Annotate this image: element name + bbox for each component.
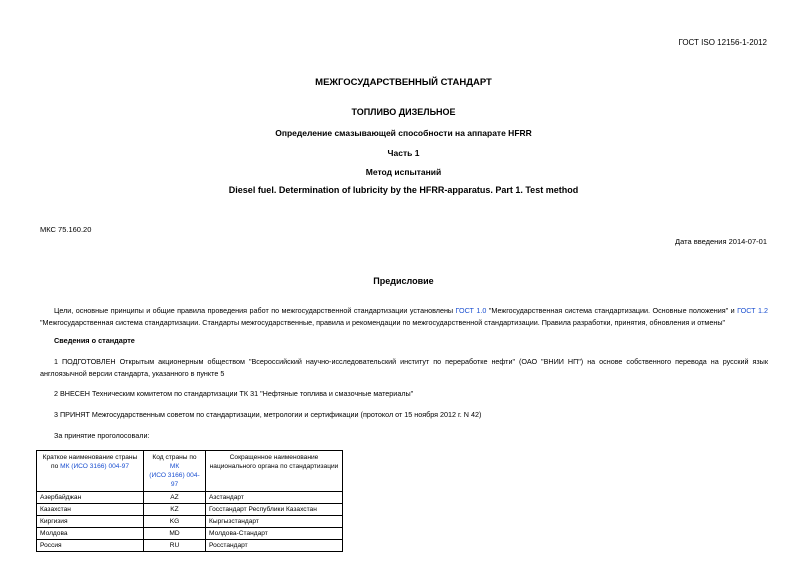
gost-1-2-link[interactable]: ГОСТ 1.2	[737, 306, 768, 315]
mk-iso-link[interactable]: МК (ИСО 3166) 004-97	[60, 463, 129, 470]
table-row: Россия RU Росстандарт	[37, 540, 343, 552]
table-row: Казахстан KZ Госстандарт Республики Казахстан	[37, 504, 343, 516]
document-subtitle: Определение смазывающей способности на аппарате HFRR	[275, 128, 532, 138]
adopted-paragraph: 3 ПРИНЯТ Межгосударственным советом по стандартизации, метрологии и сертификации (протокол от 15 ноября 2012 г. N 42)	[54, 410, 482, 419]
voted-label: За принятие проголосовали:	[54, 431, 150, 440]
header-country-name: Краткое наименование страны по МК (ИСО 3166) 004-97	[37, 451, 144, 492]
table-row: Киргизия KG Кыргызстандарт	[37, 516, 343, 528]
header-national-body: Сокращенное наименование национального органа по стандартизации	[206, 451, 343, 492]
table-header-row	[37, 451, 343, 492]
gost-1-0-link[interactable]: ГОСТ 1.0	[455, 306, 487, 315]
foreword-text-c: "Межгосударственная система стандартизации. Стандарты межгосударственные, правила и рекомендации по межгосударственной стандартизации. Правила разработки, принятия, обновления и отмены"	[40, 318, 726, 327]
foreword-paragraph	[40, 305, 768, 329]
introduced-paragraph: 2 ВНЕСЕН Техническим комитетом по стандартизации ТК 31 "Нефтяные топлива и смазочные материалы"	[54, 389, 414, 398]
english-title: Diesel fuel. Determination of lubricity by the HFRR-apparatus. Part 1. Test method	[228, 185, 579, 195]
foreword-heading: Предисловие	[373, 276, 434, 286]
prepared-paragraph: 1 ПОДГОТОВЛЕН Открытым акционерным обществом "Всероссийский научно-исследовательский институт по переработке нефти" (ОАО "ВНИИ НП") на основе собственного перевода на русский язык англоязычной версии стандарта, указанного в пункте 5	[40, 357, 768, 378]
table-row: Молдова MD Молдова-Стандарт	[37, 528, 343, 540]
intro-date: Дата введения 2014-07-01	[675, 237, 767, 246]
iso-link[interactable]: (ИСО 3166) 004-97	[149, 472, 200, 488]
header-country-code: Код страны по МК (ИСО 3166) 004-97	[144, 451, 206, 492]
foreword-text-b: "Межгосударственная система стандартизации. Основные положения" и	[486, 306, 738, 315]
interstate-heading: МЕЖГОСУДАРСТВЕННЫЙ СТАНДАРТ	[315, 77, 492, 88]
standard-number: ГОСТ ISO 12156-1-2012	[678, 38, 767, 47]
table-row: Азербайджан AZ Азстандарт	[37, 492, 343, 504]
voting-table	[36, 450, 343, 552]
document-part: Часть 1	[387, 148, 420, 158]
mks-code: МКС 75.160.20	[40, 225, 92, 234]
document-method: Метод испытаний	[365, 167, 442, 177]
document-title: ТОПЛИВО ДИЗЕЛЬНОЕ	[351, 107, 456, 117]
foreword-text-a: Цели, основные принципы и общие правила проведения работ по межгосударственной стандартизации установлены	[54, 306, 456, 315]
standard-info-heading: Сведения о стандарте	[54, 336, 135, 345]
mk-link[interactable]: МК	[169, 463, 180, 470]
